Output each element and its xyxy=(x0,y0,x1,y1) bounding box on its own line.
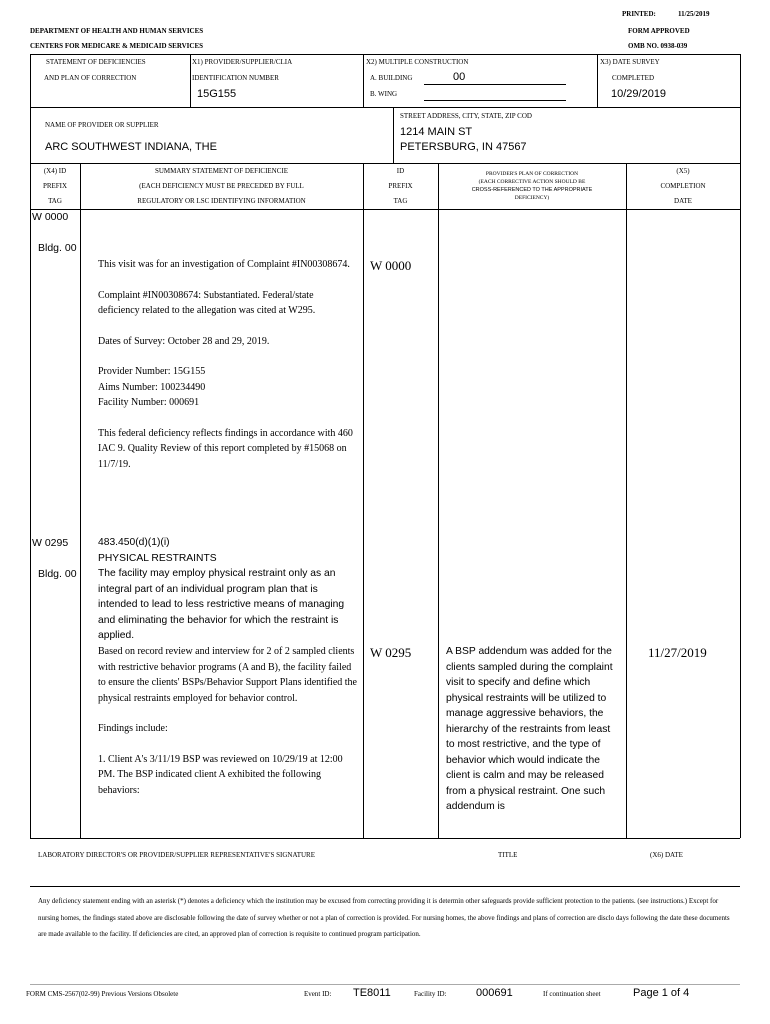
completion-date: 11/27/2019 xyxy=(648,645,707,660)
facility-id-value: 000691 xyxy=(476,987,513,999)
street-address-label: STREET ADDRESS, CITY, STATE, ZIP COD xyxy=(400,112,532,120)
summary-facility-number: Facility Number: 000691 xyxy=(98,397,200,408)
event-id-label: Event ID: xyxy=(304,990,332,998)
findings-include: Findings include: xyxy=(98,723,168,734)
id-label: ID xyxy=(396,167,405,175)
plan-of-correction-label: AND PLAN OF CORRECTION xyxy=(44,74,137,82)
summary-complaint-paragraph: Complaint #IN00308674: Substantiated. Federal/state deficiency related to the allegation was cited at W295. xyxy=(98,289,316,316)
client-a-finding: 1. Client A's 3/11/19 BSP was reviewed on 10/29/19 at 12:00 PM. The BSP indicated client A exhibited the following behaviors: xyxy=(98,753,343,796)
x4-prefix-label: PREFIX xyxy=(42,182,68,190)
provider-name-value: ARC SOUTHWEST INDIANA, THE xyxy=(45,141,217,153)
regulation-code: 483.450(d)(1)(i) xyxy=(98,537,170,548)
summary-federal-paragraph: This federal deficiency reflects findings in accordance with 460 IAC 9. Quality Review of this report completed by #15068 on 11/7/19. xyxy=(98,427,353,470)
provider-clia-label: X1) PROVIDER/SUPPLIER/CLIA xyxy=(192,58,293,66)
summary-aims-number: Aims Number: 100234490 xyxy=(98,381,206,393)
plan-header-4: DEFICIENCY) xyxy=(514,195,550,201)
summary-header-1: SUMMARY STATEMENT OF DEFICIENCIE xyxy=(154,167,289,175)
date-label: DATE xyxy=(674,197,692,205)
date-survey-label: X3) DATE SURVEY xyxy=(600,58,660,66)
x4-id-label: (X4) ID xyxy=(43,167,67,175)
form-approved-label: FORM APPROVED xyxy=(628,27,690,35)
plan-header-3: CROSS-REFERENCED TO THE APPROPRIATE xyxy=(471,187,593,193)
summary-dates-paragraph: Dates of Survey: October 28 and 29, 2019. xyxy=(98,335,270,347)
statement-label: STATEMENT OF DEFICIENCIES xyxy=(46,58,146,66)
page-number: Page 1 of 4 xyxy=(633,987,690,999)
plan-header-2: (EACH CORRECTIVE ACTION SHOULD BE xyxy=(478,179,586,185)
prefix-tag-w0295: W 0295 xyxy=(32,537,69,549)
deficiency-footnote: Any deficiency statement ending with an asterisk (*) denotes a deficiency which the institution may be excused from correcting providing it is determin other safeguards provide sufficient protection to the patients. (see instructions.) Except for nursing homes, the findings stated above are disclosable following the date of survey whether or not a plan of correction is provided. For nursing homes, the above findings and plans of correction are disclo days following the date these documents are made available to the facility. If deficiencies are cited, an approved plan of correction is requisite to continued program participation. xyxy=(38,897,730,938)
x5-label: (X5) xyxy=(676,167,690,175)
form-number: FORM CMS-2567(02-99) Previous Versions Obsolete xyxy=(26,990,179,998)
printed-date: 11/25/2019 xyxy=(678,10,710,18)
id-prefix-w0000: W 0000 xyxy=(370,258,412,273)
finding-statement: Based on record review and interview for 2 of 2 sampled clients with restrictive behavior programs (A and B), the facility failed to ensure the clients' BSPs/Behavior Support Plans identified the physical restraints employed for behavior control. xyxy=(98,646,357,704)
address-line-2: PETERSBURG, IN 47567 xyxy=(400,141,527,153)
printed-label: PRINTED: xyxy=(622,10,656,18)
survey-completed-date: 10/29/2019 xyxy=(611,88,667,100)
wing-label: B. WING xyxy=(370,90,398,98)
summary-provider-number: Provider Number: 15G155 xyxy=(98,366,206,377)
address-line-1: 1214 MAIN ST xyxy=(400,126,473,138)
id-prefix-w0295: W 0295 xyxy=(370,645,412,660)
prefix-tag-w0000: W 0000 xyxy=(32,211,69,223)
director-signature-label: LABORATORY DIRECTOR'S OR PROVIDER/SUPPLIER REPRESENTATIVE'S SIGNATURE xyxy=(38,851,316,859)
plan-header-1: PROVIDER'S PLAN OF CORRECTION xyxy=(485,171,579,177)
building-value: 00 xyxy=(453,71,466,83)
id-tag-label: TAG xyxy=(393,197,408,205)
completion-label: COMPLETION xyxy=(660,182,706,190)
event-id-value: TE8011 xyxy=(353,987,391,999)
facility-id-label: Facility ID: xyxy=(414,990,447,998)
summary-visit-paragraph: This visit was for an investigation of Complaint #IN00308674. xyxy=(98,259,350,270)
summary-header-2: (EACH DEFICIENCY MUST BE PRECEDED BY FULL xyxy=(139,182,304,190)
provider-number-value: 15G155 xyxy=(197,88,237,100)
signature-date-label: (X6) DATE xyxy=(650,851,683,859)
title-label: TITLE xyxy=(498,851,518,859)
summary-header-3: REGULATORY OR LSC IDENTIFYING INFORMATION xyxy=(137,197,306,205)
id-prefix-label: PREFIX xyxy=(388,182,413,190)
building-tag-2: Bldg. 00 xyxy=(38,568,77,580)
completed-label: COMPLETED xyxy=(612,74,654,82)
continuation-sheet-label: If continuation sheet xyxy=(543,990,601,998)
multiple-construction-label: X2) MULTIPLE CONSTRUCTION xyxy=(366,58,469,66)
x4-tag-label: TAG xyxy=(48,197,62,205)
department-title: DEPARTMENT OF HEALTH AND HUMAN SERVICES xyxy=(30,27,204,35)
omb-number: OMB NO. 0938-039 xyxy=(628,42,688,50)
regulation-text: The facility may employ physical restraint only as an integral part of an individual program plan that is intended to lead to less restrictive means of managing and eliminating the behavior for which the restraint is applied. xyxy=(98,568,345,641)
identification-number-label: IDENTIFICATION NUMBER xyxy=(192,74,279,82)
building-label: A. BUILDING xyxy=(370,74,413,82)
plan-of-correction-text: A BSP addendum was added for the clients sampled during the complaint visit to specify and define which physical restraints will be utilized to manage aggressive behaviors, the hierarchy of the restraints from least to most restrictive, and the type of behavior which would indicate the client is calm and may be released from a physical restraint. One such addendum is xyxy=(446,646,613,812)
building-tag-1: Bldg. 00 xyxy=(38,242,77,254)
regulation-title: PHYSICAL RESTRAINTS xyxy=(98,552,217,564)
provider-name-label: NAME OF PROVIDER OR SUPPLIER xyxy=(45,121,159,129)
centers-title: CENTERS FOR MEDICARE & MEDICAID SERVICES xyxy=(30,42,204,50)
